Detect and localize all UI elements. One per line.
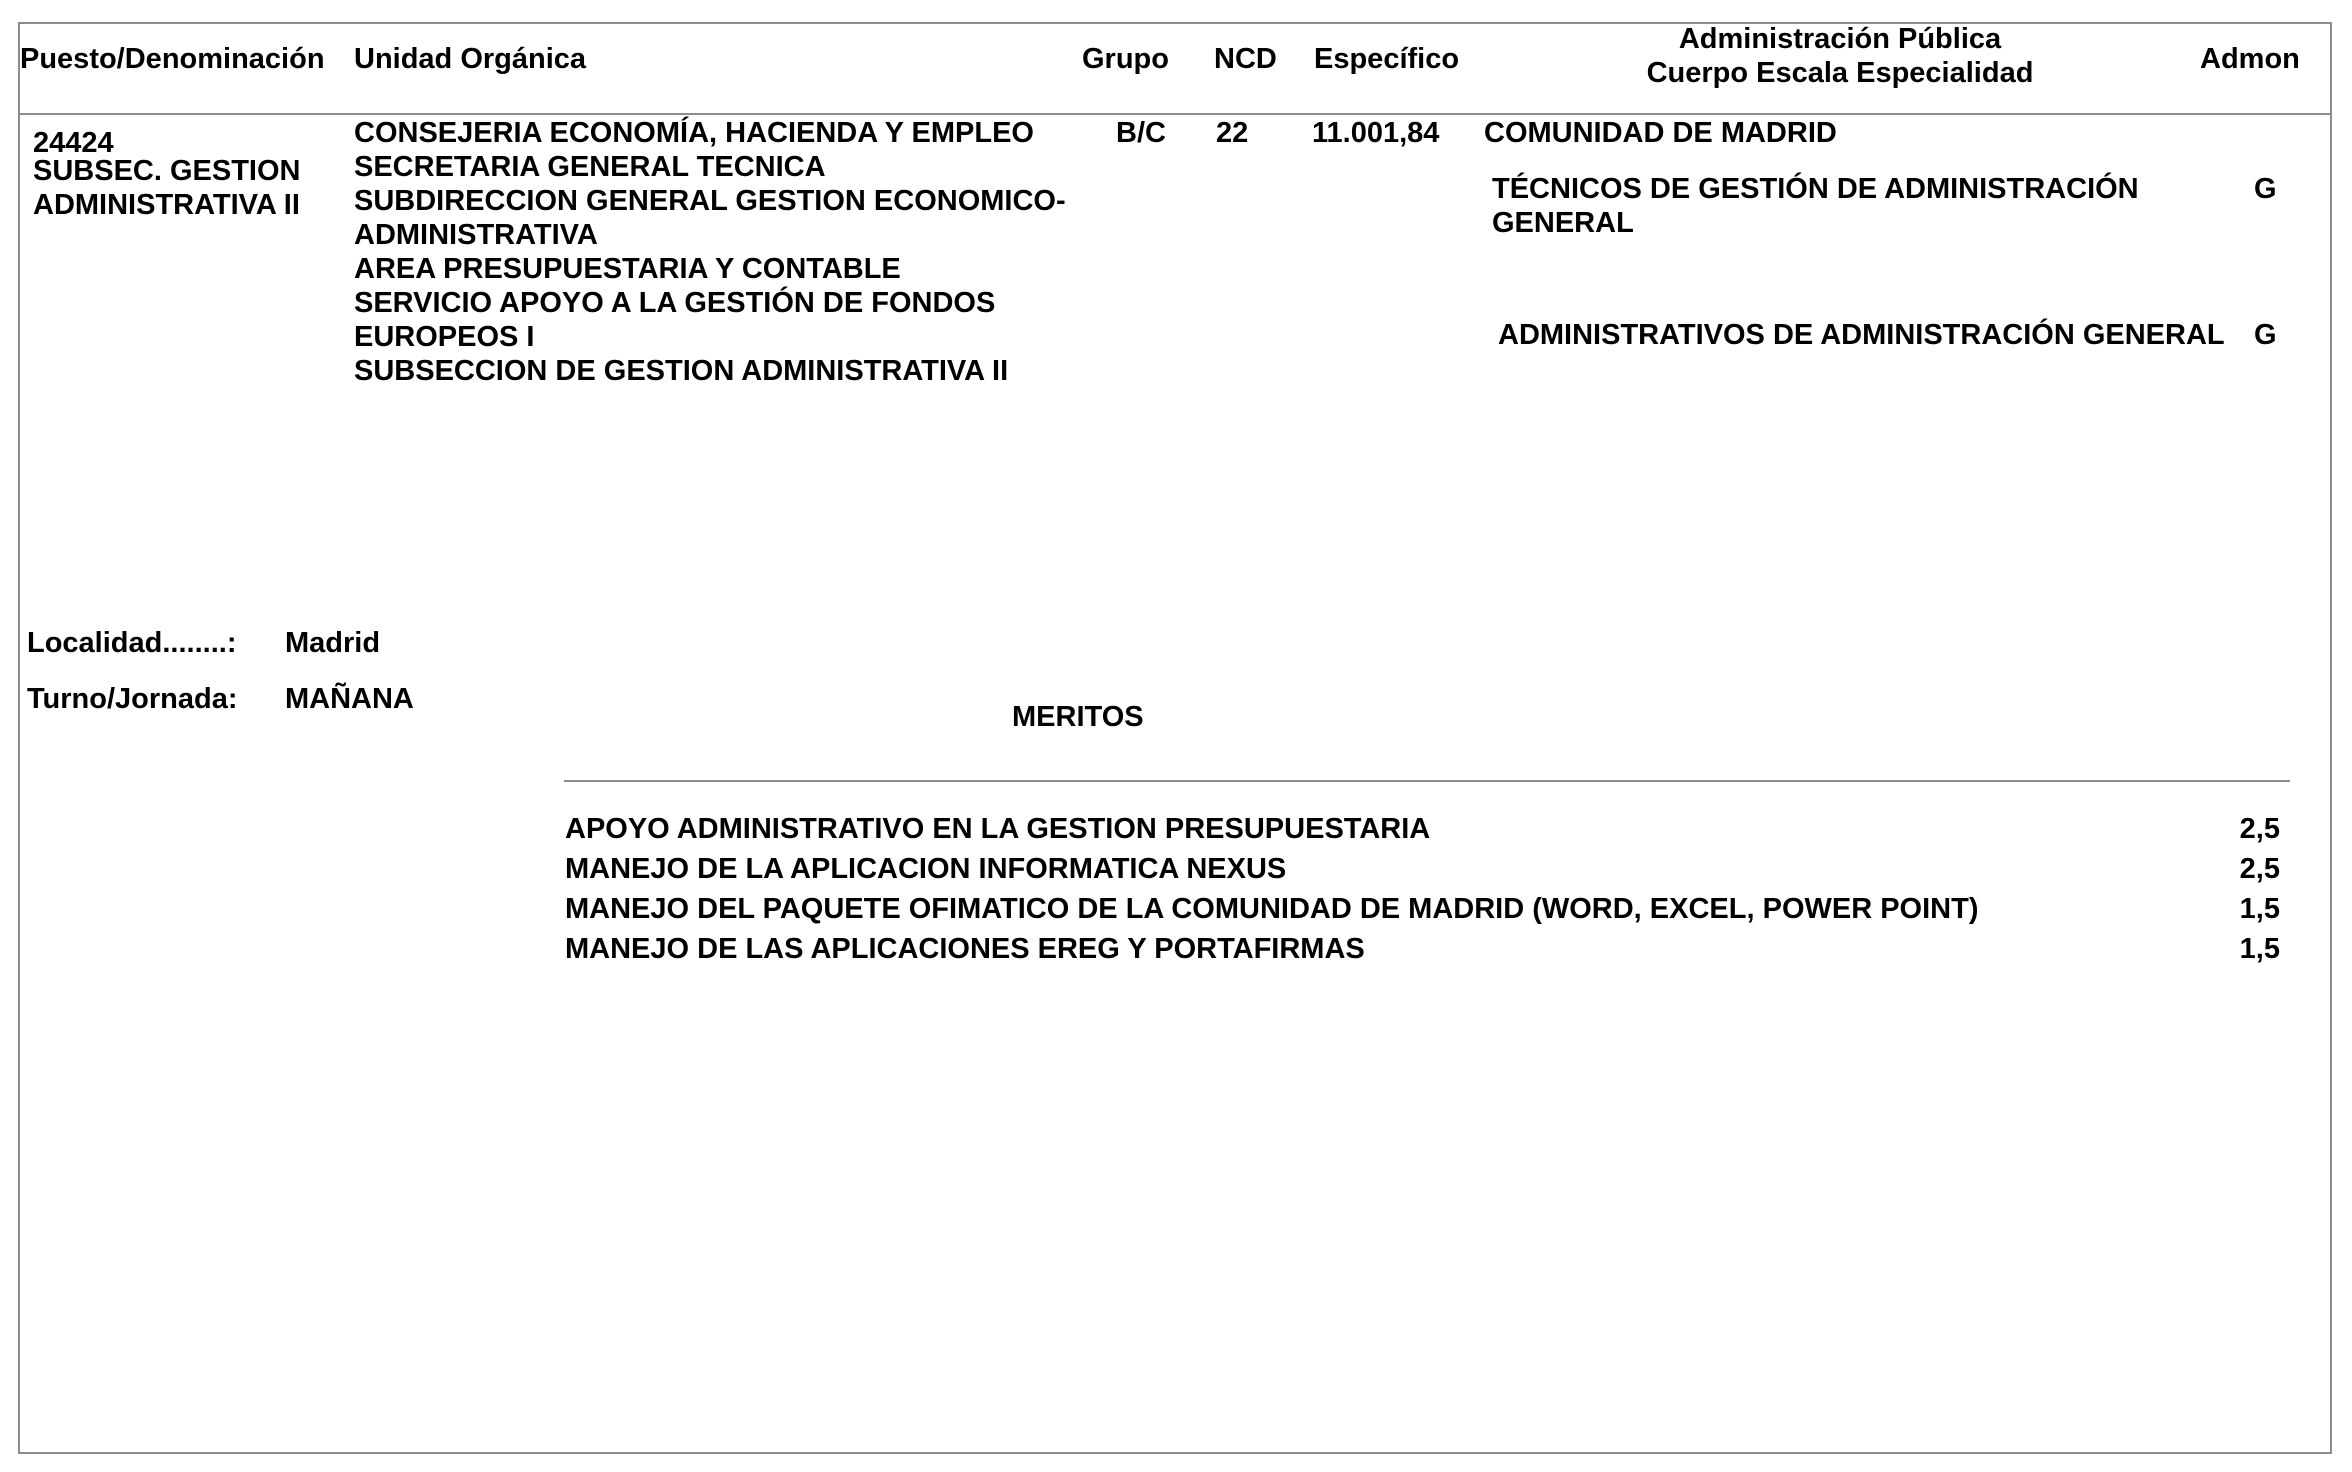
unidad-line: SUBSECCION DE GESTION ADMINISTRATIVA II — [354, 355, 1009, 387]
header-divider — [18, 113, 2332, 115]
unidad-line: ADMINISTRATIVA — [354, 219, 598, 251]
cuerpo-1-line1: TÉCNICOS DE GESTIÓN DE ADMINISTRACIÓN — [1492, 173, 2139, 205]
unidad-organica — [354, 116, 1066, 388]
merito-points: 1,5 — [2239, 893, 2280, 925]
unidad-line: EUROPEOS I — [354, 321, 535, 353]
turno-label: Turno/Jornada: — [27, 683, 238, 715]
grupo-value: B/C — [1116, 117, 1166, 149]
header-ncd: NCD — [1214, 43, 1277, 75]
cuerpo-2-admon: G — [2254, 319, 2277, 351]
meritos-divider — [564, 780, 2290, 782]
especifico-value: 11.001,84 — [1312, 117, 1440, 149]
unidad-line: SUBDIRECCION GENERAL GESTION ECONOMICO- — [354, 185, 1066, 217]
unidad-line: AREA PRESUPUESTARIA Y CONTABLE — [354, 253, 901, 285]
header-admin-line2: Cuerpo Escala Especialidad — [1646, 57, 2034, 89]
merito-text: MANEJO DE LA APLICACION INFORMATICA NEXUS — [565, 853, 1287, 885]
cuerpo-2-line1: ADMINISTRATIVOS DE ADMINISTRACIÓN GENERAL — [1498, 319, 2225, 351]
merito-points: 1,5 — [2239, 933, 2280, 965]
merito-text: APOYO ADMINISTRATIVO EN LA GESTION PRESUPUESTARIA — [565, 813, 1431, 845]
merito-points: 2,5 — [2239, 813, 2280, 845]
localidad-label: Localidad........: — [27, 627, 237, 659]
puesto-codigo: 24424 — [33, 127, 114, 159]
merito-text: MANEJO DE LAS APLICACIONES EREG Y PORTAFIRMAS — [565, 933, 1365, 965]
header-puesto: Puesto/Denominación — [20, 43, 325, 75]
unidad-line: CONSEJERIA ECONOMÍA, HACIENDA Y EMPLEO — [354, 117, 1034, 149]
header-especifico: Específico — [1314, 43, 1460, 75]
meritos-title: MERITOS — [1012, 701, 1144, 733]
header-grupo: Grupo — [1082, 43, 1169, 75]
header-unidad: Unidad Orgánica — [354, 43, 587, 75]
unidad-line: SERVICIO APOYO A LA GESTIÓN DE FONDOS — [354, 287, 996, 319]
puesto-denominacion-2: ADMINISTRATIVA II — [33, 189, 300, 221]
administracion-value: COMUNIDAD DE MADRID — [1484, 117, 1837, 149]
header-admon: Admon — [2200, 43, 2300, 75]
puesto-denominacion-1: SUBSEC. GESTION — [33, 155, 301, 187]
merito-points: 2,5 — [2239, 853, 2280, 885]
merito-text: MANEJO DEL PAQUETE OFIMATICO DE LA COMUNIDAD DE MADRID (WORD, EXCEL, POWER POINT) — [565, 893, 1979, 925]
turno-value: MAÑANA — [285, 683, 414, 715]
header-admin-line1: Administración Pública — [1678, 23, 2002, 55]
ncd-value: 22 — [1216, 117, 1249, 149]
localidad-value: Madrid — [285, 627, 381, 659]
cuerpo-1-admon: G — [2254, 173, 2277, 205]
cuerpo-1-line2: GENERAL — [1492, 207, 1634, 239]
unidad-line: SECRETARIA GENERAL TECNICA — [354, 151, 826, 183]
